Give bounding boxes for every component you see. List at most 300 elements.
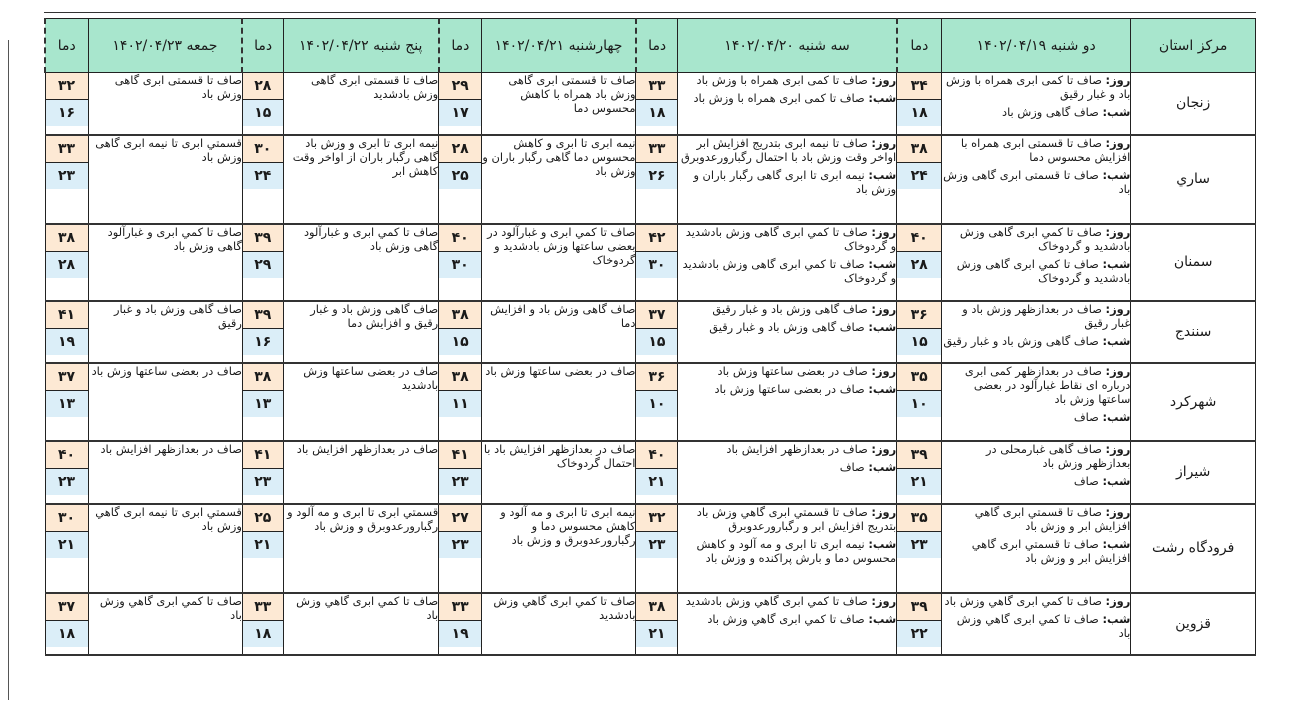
min-temp: ۲۳ — [46, 163, 88, 189]
temperature-box — [897, 73, 941, 126]
temperature-cell — [439, 593, 482, 655]
forecast-description — [942, 301, 1131, 363]
min-temp: ۲۱ — [243, 532, 283, 558]
temperature-cell — [897, 363, 942, 441]
min-temp: ۱۳ — [243, 391, 283, 417]
max-temp: ۳۹ — [897, 594, 941, 621]
temperature-box — [46, 594, 88, 647]
table-row — [45, 135, 1256, 224]
forecast-description — [678, 301, 897, 363]
max-temp: ۲۸ — [439, 136, 481, 163]
max-temp: ۳۸ — [636, 594, 677, 621]
temperature-cell — [242, 301, 283, 363]
temperature-box — [243, 136, 283, 189]
max-temp: ۲۵ — [243, 505, 283, 532]
forecast-text: صاف در بعدازظهر افزایش باد — [296, 441, 439, 456]
forecast-description — [678, 135, 897, 224]
day-forecast-text: صاف در بعدازظهر افزایش باد — [726, 441, 868, 456]
min-temp: ۱۱ — [439, 391, 481, 417]
temperature-cell — [242, 73, 283, 135]
forecast-text: صاف تا کمي ابری گاهي وزش باد — [296, 593, 439, 622]
temperature-box — [243, 442, 283, 495]
province-name: فرودگاه رشت — [1131, 504, 1256, 593]
temperature-box — [439, 505, 481, 558]
max-temp: ۴۲ — [636, 225, 677, 252]
forecast-description — [88, 593, 242, 655]
forecast-text: صاف تا کمي ابری گاهي وزش باد — [99, 593, 242, 622]
day-forecast — [678, 594, 896, 608]
max-temp: ۳۹ — [243, 302, 283, 329]
temperature-cell — [897, 224, 942, 301]
night-forecast-text: صاف گاهی وزش باد — [1002, 105, 1099, 119]
min-temp: ۱۸ — [636, 100, 677, 126]
min-temp: ۱۸ — [897, 100, 941, 126]
temperature-box — [439, 136, 481, 189]
max-temp: ۳۰ — [243, 136, 283, 163]
temperature-cell — [45, 301, 88, 363]
day-label: روز: — [1105, 224, 1131, 239]
day-forecast-text: صاف تا کمي ابری گاهي وزش باد — [944, 593, 1102, 608]
forecast-text: صاف گاهی وزش باد و غبار رقیق — [113, 301, 242, 330]
forecast-description — [678, 441, 897, 504]
night-forecast-text: صاف تا کمی ابری همراه با وزش باد — [693, 91, 865, 105]
temperature-cell — [636, 363, 678, 441]
forecast-text: صاف در بعدازظهر افزایش باد — [100, 441, 242, 456]
min-temp: ۱۷ — [439, 100, 481, 126]
forecast-text: صاف گاهی وزش باد و غبار رقیق و افزایش دما — [310, 301, 439, 330]
max-temp: ۳۹ — [243, 225, 283, 252]
night-forecast — [942, 612, 1130, 640]
day-forecast-text: صاف تا قسمتی ابری همراه با افزایش محسوس دما — [960, 135, 1131, 164]
min-temp: ۱۰ — [636, 391, 677, 417]
min-temp: ۱۰ — [897, 391, 941, 417]
forecast-description — [283, 301, 438, 363]
forecast-text: قسمتي ابری تا نیمه ابری گاهي وزش باد — [95, 504, 242, 533]
min-temp: ۱۵ — [897, 329, 941, 355]
night-label: شب: — [1102, 167, 1131, 182]
forecast-description — [482, 593, 636, 655]
min-temp: ۲۲ — [897, 621, 941, 647]
max-temp: ۳۶ — [897, 302, 941, 329]
min-temp: ۲۵ — [439, 163, 481, 189]
night-forecast — [942, 257, 1130, 285]
header-day-1: دو شنبه ۱۴۰۲/۰۴/۱۹ — [942, 19, 1131, 73]
temperature-cell — [636, 504, 678, 593]
night-forecast-text: صاف در بعضی ساعتها وزش باد — [714, 381, 865, 396]
day-forecast-text: صاف تا کمی ابری همراه با وزش باد و غبار رقیق — [945, 73, 1131, 101]
temperature-box — [636, 73, 677, 126]
table-row — [45, 301, 1256, 363]
header-temp-1: دما — [897, 19, 942, 73]
forecast-description — [482, 441, 636, 504]
max-temp: ۳۹ — [897, 442, 941, 469]
night-label: شب: — [1102, 105, 1131, 119]
forecast-description — [678, 73, 897, 135]
day-forecast — [942, 594, 1130, 608]
temperature-box — [439, 594, 481, 647]
min-temp: ۱۶ — [46, 100, 88, 126]
temperature-cell — [636, 135, 678, 224]
max-temp: ۳۸ — [46, 225, 88, 252]
temperature-box — [439, 73, 481, 126]
temperature-cell — [897, 593, 942, 655]
forecast-description — [283, 73, 438, 135]
max-temp: ۳۲ — [636, 505, 677, 532]
day-forecast-text: صاف تا کمي ابری گاهی وزش بادشديد و گردوخاک — [959, 224, 1131, 253]
min-temp: ۱۵ — [243, 100, 283, 126]
temperature-box — [46, 136, 88, 189]
temperature-box — [439, 225, 481, 278]
header-day-2: سه شنبه ۱۴۰۲/۰۴/۲۰ — [678, 19, 897, 73]
day-forecast-text: صاف تا قسمتي ابری گاهي وزش باد بتدریج افزایش ابر و رگبارورعدوبرق — [696, 504, 897, 533]
max-temp: ۳۳ — [46, 136, 88, 163]
max-temp: ۲۸ — [243, 73, 283, 100]
forecast-description — [283, 363, 438, 441]
forecast-text: صاف تا کمي ابری و غبارآلود گاهی وزش باد — [107, 224, 242, 253]
province-name: سمنان — [1131, 224, 1256, 301]
min-temp: ۲۸ — [46, 252, 88, 278]
min-temp: ۱۵ — [439, 329, 481, 355]
min-temp: ۱۸ — [46, 621, 88, 647]
forecast-description — [942, 73, 1131, 135]
day-label: روز: — [1105, 363, 1131, 378]
max-temp: ۴۰ — [636, 442, 677, 469]
temperature-cell — [897, 135, 942, 224]
min-temp: ۲۳ — [897, 532, 941, 558]
max-temp: ۳۷ — [636, 302, 677, 329]
night-label: شب: — [868, 256, 897, 271]
forecast-description — [283, 441, 438, 504]
min-temp: ۲۴ — [243, 163, 283, 189]
header-temp-5: دما — [45, 19, 88, 73]
temperature-box — [636, 225, 677, 278]
province-name: زنجان — [1131, 73, 1256, 135]
temperature-cell — [45, 224, 88, 301]
table-row — [45, 441, 1256, 504]
forecast-text: صاف در بعضی ساعتها وزش باد — [91, 363, 242, 378]
header-temp-3: دما — [439, 19, 482, 73]
night-forecast-text: صاف تا کمي ابری گاهي وزش باد — [956, 611, 1131, 640]
day-forecast — [678, 136, 896, 164]
max-temp: ۴۰ — [897, 225, 941, 252]
night-label: شب: — [868, 459, 897, 474]
max-temp: ۳۸ — [243, 364, 283, 391]
temperature-box — [636, 505, 677, 558]
night-forecast — [678, 91, 896, 105]
temperature-cell — [636, 441, 678, 504]
temperature-box — [897, 136, 941, 189]
night-label: شب: — [1102, 333, 1131, 348]
temperature-cell — [636, 301, 678, 363]
province-name: قزوین — [1131, 593, 1256, 655]
temperature-box — [243, 364, 283, 417]
max-temp: ۳۷ — [46, 364, 88, 391]
temperature-box — [243, 302, 283, 355]
night-forecast-text: صاف — [839, 459, 865, 474]
forecast-text: صاف تا کمي ابری و غبارآلود گاهی وزش باد — [303, 224, 439, 253]
max-temp: ۳۶ — [636, 364, 677, 391]
day-forecast — [678, 302, 896, 316]
temperature-box — [636, 302, 677, 355]
temperature-box — [897, 442, 941, 495]
min-temp: ۱۶ — [243, 329, 283, 355]
forecast-text: صاف در بعدازظهر افزایش باد با احتمال گردوخاک — [483, 441, 636, 470]
header-day-4: پنج شنبه ۱۴۰۲/۰۴/۲۲ — [283, 19, 438, 73]
temperature-cell — [897, 504, 942, 593]
temperature-cell — [439, 363, 482, 441]
temperature-cell — [897, 301, 942, 363]
temperature-cell — [242, 135, 283, 224]
province-name: شهرکرد — [1131, 363, 1256, 441]
night-forecast-text: صاف تا قسمتی ابری گاهی وزش باد — [943, 167, 1131, 196]
forecast-text: صاف تا قسمتی ابری گاهی وزش باد — [114, 73, 242, 101]
temperature-box — [46, 73, 88, 126]
temperature-cell — [45, 504, 88, 593]
min-temp: ۳۰ — [636, 252, 677, 278]
day-forecast — [942, 442, 1130, 470]
min-temp: ۱۹ — [46, 329, 88, 355]
temperature-box — [243, 225, 283, 278]
night-forecast — [678, 460, 896, 474]
temperature-box — [897, 505, 941, 558]
min-temp: ۲۳ — [243, 469, 283, 495]
night-label: شب: — [868, 319, 897, 334]
max-temp: ۴۱ — [243, 442, 283, 469]
forecast-description — [482, 224, 636, 301]
table-row — [45, 224, 1256, 301]
night-forecast-text: صاف تا کمي ابری گاهی وزش بادشديد و گردوخاک — [682, 256, 897, 285]
night-forecast — [942, 168, 1130, 196]
temperature-box — [46, 442, 88, 495]
day-forecast-text: صاف تا قسمتي ابری گاهي افزايش ابر و وزش باد — [974, 504, 1131, 533]
forecast-description — [678, 504, 897, 593]
night-forecast — [942, 334, 1130, 348]
forecast-description — [88, 224, 242, 301]
max-temp: ۳۷ — [46, 594, 88, 621]
day-label: روز: — [871, 504, 897, 519]
header-temp-4: دما — [242, 19, 283, 73]
night-label: شب: — [868, 91, 897, 105]
day-label: روز: — [871, 301, 897, 316]
day-forecast-text: صاف گاهی وزش باد و غبار رقیق — [712, 301, 868, 316]
forecast-description — [942, 593, 1131, 655]
temperature-cell — [439, 135, 482, 224]
temperature-box — [46, 225, 88, 278]
temperature-cell — [439, 224, 482, 301]
min-temp: ۲۸ — [897, 252, 941, 278]
day-label: روز: — [1105, 504, 1131, 519]
day-forecast — [678, 225, 896, 253]
night-forecast — [678, 257, 896, 285]
temperature-box — [439, 442, 481, 495]
min-temp: ۲۴ — [897, 163, 941, 189]
forecast-description — [942, 363, 1131, 441]
night-label: شب: — [1102, 256, 1131, 271]
min-temp: ۲۳ — [439, 469, 481, 495]
night-label: شب: — [868, 611, 897, 626]
temperature-box — [897, 594, 941, 647]
min-temp: ۱۸ — [243, 621, 283, 647]
forecast-body — [45, 73, 1256, 655]
day-label: روز: — [871, 441, 897, 456]
forecast-text: قسمتي ابری تا نیمه ابری گاهی وزش باد — [95, 135, 242, 164]
temperature-cell — [242, 441, 283, 504]
temperature-box — [46, 302, 88, 355]
max-temp: ۳۸ — [439, 302, 481, 329]
forecast-text: نیمه ابری تا ابری و وزش باد گاهی رگبار باران از اواخر وقت کاهش ابر — [292, 135, 439, 178]
province-name: ساري — [1131, 135, 1256, 224]
min-temp: ۲۳ — [636, 532, 677, 558]
min-temp: ۱۵ — [636, 329, 677, 355]
header-row — [45, 19, 1256, 73]
temperature-cell — [45, 363, 88, 441]
forecast-description — [88, 301, 242, 363]
forecast-text: صاف گاهی وزش باد و افزایش دما — [490, 301, 636, 330]
max-temp: ۳۸ — [897, 136, 941, 163]
temperature-cell — [439, 504, 482, 593]
night-forecast-text: صاف تا کمي ابری گاهي وزش باد — [707, 611, 865, 626]
forecast-description — [678, 224, 897, 301]
day-forecast-text: صاف در بعدازظهر کمی ابری درباره ای نقاط غبارآلود در بعضی ساعتها وزش باد — [964, 363, 1131, 406]
min-temp: ۲۹ — [243, 252, 283, 278]
forecast-description — [88, 73, 242, 135]
night-forecast-text: صاف — [1073, 409, 1099, 424]
night-forecast — [678, 320, 896, 334]
max-temp: ۲۷ — [439, 505, 481, 532]
day-label: روز: — [871, 363, 897, 378]
night-label: شب: — [868, 381, 897, 396]
min-temp: ۱۹ — [439, 621, 481, 647]
table-row — [45, 593, 1256, 655]
day-label: روز: — [871, 135, 897, 150]
min-temp: ۱۳ — [46, 391, 88, 417]
forecast-description — [482, 504, 636, 593]
header-temp-2: دما — [636, 19, 678, 73]
min-temp: ۲۶ — [636, 163, 677, 189]
table-row — [45, 363, 1256, 441]
day-forecast-text: صاف تا نیمه ابری بتدریج افزایش ابر اواخر وقت وزش باد با احتمال رگبارورعدوبرق — [681, 135, 897, 164]
day-forecast — [678, 73, 896, 87]
max-temp: ۳۸ — [439, 364, 481, 391]
temperature-box — [46, 505, 88, 558]
max-temp: ۴۱ — [439, 442, 481, 469]
night-forecast-text: صاف گاهی وزش باد و غبار رقیق — [943, 333, 1099, 348]
min-temp: ۲۱ — [46, 532, 88, 558]
day-label: روز: — [1105, 73, 1131, 87]
max-temp: ۳۴ — [897, 73, 941, 100]
forecast-text: نیمه ابری تا ابری و کاهش محسوس دما گاهی رگبار باران و وزش باد — [482, 135, 636, 178]
temperature-cell — [897, 441, 942, 504]
night-forecast — [942, 537, 1130, 565]
forecast-description — [88, 135, 242, 224]
day-forecast-text: صاف در بعدازظهر وزش باد و غبار رقیق — [962, 301, 1131, 330]
night-forecast — [678, 168, 896, 196]
day-label: روز: — [871, 73, 897, 87]
province-name: سنندج — [1131, 301, 1256, 363]
min-temp: ۲۳ — [46, 469, 88, 495]
max-temp: ۳۲ — [46, 73, 88, 100]
forecast-description — [283, 504, 438, 593]
night-forecast-text: صاف — [1073, 473, 1099, 488]
temperature-cell — [45, 73, 88, 135]
header-day-3: چهارشنبه ۱۴۰۲/۰۴/۲۱ — [482, 19, 636, 73]
temperature-box — [636, 594, 677, 647]
day-forecast — [942, 136, 1130, 164]
forecast-description — [942, 224, 1131, 301]
forecast-text: صاف تا کمي ابری و غبارآلود در بعضی ساعتها وزش بادشديد و گردوخاک — [487, 224, 636, 267]
forecast-text: نیمه ابری تا ابری و مه آلود و کاهش محسوس دما و رگبارورعدوبرق و وزش باد — [500, 504, 636, 547]
forecast-text: صاف تا قسمتی ابری گاهی وزش بادشدید — [311, 73, 439, 101]
header-day-5: جمعه ۱۴۰۲/۰۴/۲۳ — [88, 19, 242, 73]
forecast-text: صاف در بعضی ساعتها وزش بادشدید — [303, 363, 439, 392]
night-label: شب: — [868, 167, 897, 182]
temperature-cell — [636, 73, 678, 135]
temperature-box — [439, 302, 481, 355]
temperature-cell — [242, 363, 283, 441]
day-label: روز: — [1105, 135, 1131, 150]
temperature-box — [243, 594, 283, 647]
max-temp: ۳۵ — [897, 505, 941, 532]
day-forecast — [942, 364, 1130, 406]
day-forecast-text: صاف در بعضی ساعتها وزش باد — [717, 363, 868, 378]
min-temp: ۳۰ — [439, 252, 481, 278]
max-temp: ۳۳ — [636, 136, 677, 163]
night-forecast-text: صاف تا قسمتي ابری گاهي افزايش ابر و وزش باد — [971, 536, 1131, 565]
day-forecast — [942, 302, 1130, 330]
left-edge-rule — [8, 40, 9, 700]
max-temp: ۲۹ — [439, 73, 481, 100]
temperature-box — [636, 442, 677, 495]
forecast-description — [942, 135, 1131, 224]
night-label: شب: — [868, 536, 897, 551]
night-forecast — [678, 612, 896, 626]
night-forecast-text: صاف تا کمي ابری گاهی وزش بادشديد و گردوخاک — [956, 256, 1131, 285]
forecast-text: صاف تا کمي ابری گاهي وزش بادشدید — [493, 593, 636, 622]
temperature-cell — [45, 441, 88, 504]
top-rule — [44, 12, 1256, 13]
min-temp: ۲۱ — [897, 469, 941, 495]
max-temp: ۳۳ — [243, 594, 283, 621]
max-temp: ۳۳ — [439, 594, 481, 621]
forecast-description — [283, 593, 438, 655]
temperature-cell — [242, 224, 283, 301]
max-temp: ۳۵ — [897, 364, 941, 391]
min-temp: ۲۱ — [636, 469, 677, 495]
max-temp: ۴۰ — [439, 225, 481, 252]
temperature-box — [897, 225, 941, 278]
night-forecast — [942, 474, 1130, 488]
night-label: شب: — [1102, 409, 1131, 424]
day-forecast — [678, 505, 896, 533]
night-label: شب: — [1102, 536, 1131, 551]
temperature-cell — [242, 593, 283, 655]
forecast-description — [678, 593, 897, 655]
temperature-cell — [439, 301, 482, 363]
day-forecast-text: صاف تا کمی ابری همراه با وزش باد — [696, 73, 868, 87]
max-temp: ۴۰ — [46, 442, 88, 469]
forecast-description — [88, 504, 242, 593]
temperature-box — [897, 364, 941, 417]
day-label: روز: — [871, 593, 897, 608]
max-temp: ۴۱ — [46, 302, 88, 329]
forecast-text: صاف تا قسمتی ابری گاهی وزش باد همراه با کاهش محسوس دما — [508, 73, 636, 115]
province-name: شيراز — [1131, 441, 1256, 504]
header-province: مرکز استان — [1131, 19, 1256, 73]
temperature-cell — [439, 73, 482, 135]
forecast-description — [482, 135, 636, 224]
forecast-description — [482, 73, 636, 135]
temperature-box — [636, 136, 677, 189]
